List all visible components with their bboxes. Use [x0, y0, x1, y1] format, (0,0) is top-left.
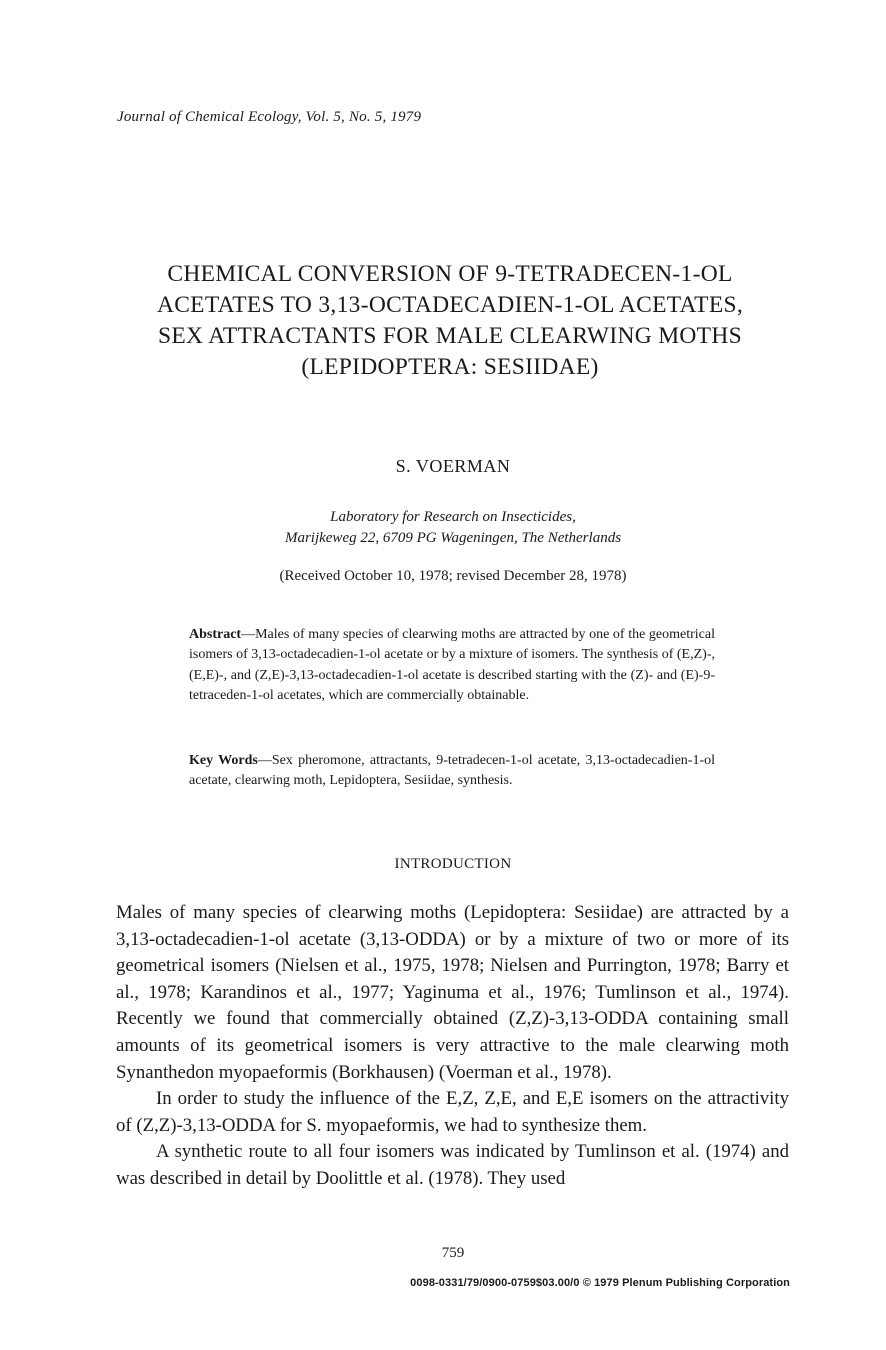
- abstract-label: Abstract: [189, 627, 242, 642]
- body-paragraph: Males of many species of clearwing moths (Lepidoptera: Sesiidae) are attracted by a 3,13-octadecadien-1-ol acetate (3,13-ODDA) or by a mixture of two or more of its geometrical isomers (Nielsen et al., 1975, 1978; Nielsen and Purrington, 1978; Barry et al., 1978; Karandinos et al., 1977; Yaginuma et al., 1976; Tumlinson et al., 1974). Recently we found that commercially obtained (Z,Z)-3,13-ODDA containing small amounts of its geometrical isomers is very attractive to the male clearwing moth Synanthedon myopaeformis (Borkhausen) (Voerman et al., 1978).: [116, 902, 789, 1083]
- body-paragraph: In order to study the influence of the E,Z, Z,E, and E,E isomers on the attractivity of (Z,Z)-3,13-ODDA for S. myopaeformis, we had to synthesize them.: [116, 1088, 789, 1136]
- copyright-line: 0098-0331/79/0900-0759$03.00/0 © 1979 Plenum Publishing Corporation: [410, 1277, 790, 1289]
- section-heading: INTRODUCTION: [394, 856, 512, 872]
- title-line: CHEMICAL CONVERSION OF 9-TETRADECEN-1-OL: [167, 261, 733, 287]
- page-number: 759: [441, 1245, 465, 1261]
- affiliation: [0, 507, 886, 549]
- body-paragraph: A synthetic route to all four isomers was indicated by Tumlinson et al. (1974) and was described in detail by Doolittle et al. (1978). They used: [116, 1141, 789, 1189]
- journal-citation: Journal of Chemical Ecology, Vol. 5, No. 5, 1979: [117, 109, 422, 125]
- keywords-label: Key Words: [189, 753, 258, 768]
- abstract: [189, 625, 715, 707]
- paper-title: [100, 259, 800, 383]
- keywords-text: —Sex pheromone, attractants, 9-tetradecen-1-ol acetate, 3,13-octadecadien-1-ol acetate, clearwing moth, Lepidoptera, Sesiidae, synthesis.: [189, 753, 715, 789]
- author-name: S. VOERMAN: [395, 456, 511, 476]
- title-line: ACETATES TO 3,13-OCTADECADIEN-1-OL ACETATES,: [156, 292, 744, 318]
- body-text: [116, 900, 789, 1193]
- received-dates: (Received October 10, 1978; revised December 28, 1978): [279, 568, 627, 584]
- abstract-text: —Males of many species of clearwing moths are attracted by one of the geometrical isomers of 3,13-octadecadien-1-ol acetate or by a mixture of isomers. The synthesis of (E,Z)-, (E,E)-, and (Z,E)-3,13-octadecadien-1-ol acetate is described starting with the (Z)- and (E)-9-tetraceden-1-ol acetates, which are commercially obtainable.: [189, 627, 715, 704]
- affiliation-line: Marijkeweg 22, 6709 PG Wageningen, The Netherlands: [284, 530, 622, 546]
- title-line: (LEPIDOPTERA: SESIIDAE): [301, 354, 599, 380]
- keywords: [189, 751, 715, 792]
- affiliation-line: Laboratory for Research on Insecticides,: [330, 509, 576, 525]
- title-line: SEX ATTRACTANTS FOR MALE CLEARWING MOTHS: [158, 323, 742, 349]
